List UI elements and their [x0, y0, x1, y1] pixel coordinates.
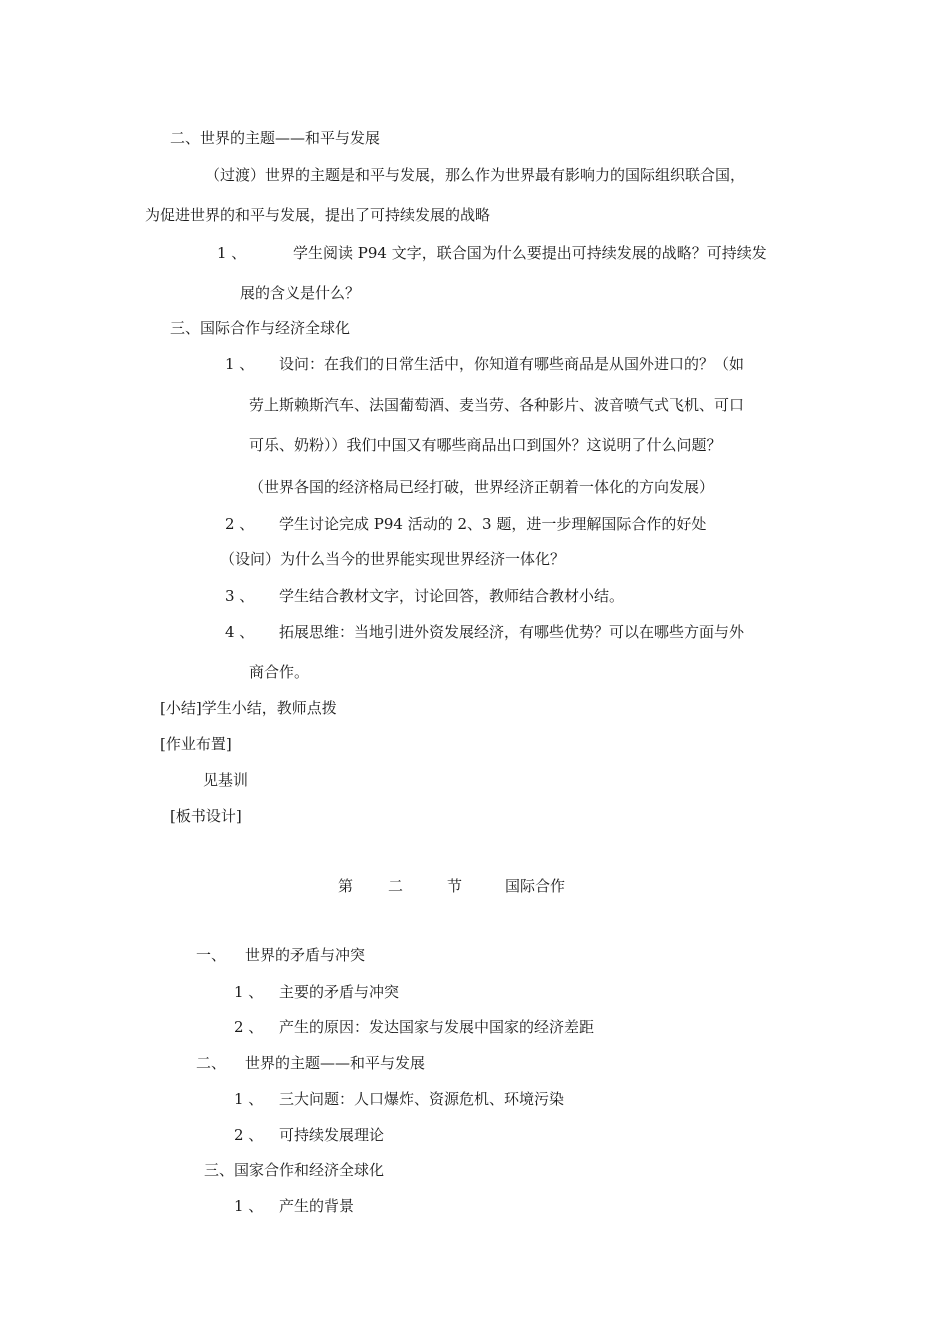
list-item-text: 拓展思维：当地引进外资发展经济，有哪些优势？可以在哪些方面与外: [279, 623, 745, 641]
list-number: 3 、: [225, 587, 255, 605]
list-number: 1 、: [234, 1090, 264, 1108]
list-item-text: 学生讨论完成 P94 活动的 2、3 题，进一步理解国际合作的好处: [279, 515, 707, 533]
list-number: 2 、: [234, 1126, 264, 1144]
list-item-text: 学生阅读 P94 文字，联合国为什么要提出可持续发展的战略？可持续发: [293, 244, 767, 262]
list-item-text: 商合作。: [249, 663, 310, 681]
homework-heading: [作业布置]: [160, 735, 232, 753]
homework-content: 见基训: [203, 771, 249, 789]
list-number: 2 、: [234, 1018, 264, 1036]
list-item-text: 三大问题：人口爆炸、资源危机、环境污染: [279, 1090, 565, 1108]
list-number: 1 、: [217, 244, 247, 262]
paragraph-line: （过渡）世界的主题是和平与发展，那么作为世界最有影响力的国际组织联合国，: [205, 166, 746, 184]
list-item-text: 展的含义是什么？: [240, 284, 361, 302]
section-heading: 二、世界的主题——和平与发展: [170, 129, 381, 147]
list-item-text: 学生结合教材文字，讨论回答，教师结合教材小结。: [279, 587, 625, 605]
list-number: 1 、: [234, 983, 264, 1001]
list-item-text: （世界各国的经济格局已经打破，世界经济正朝着一体化的方向发展）: [249, 478, 715, 496]
outline-heading: 世界的矛盾与冲突: [245, 946, 366, 964]
board-heading: [板书设计]: [170, 807, 242, 825]
list-number: 1 、: [234, 1197, 264, 1215]
board-title-part: 第: [338, 877, 354, 895]
section-heading: 三、国际合作与经济全球化: [170, 319, 351, 337]
summary-line: [小结]学生小结，教师点拨: [160, 699, 337, 717]
list-item-text: 设问：在我们的日常生活中，你知道有哪些商品是从国外进口的？（如: [279, 355, 745, 373]
outline-heading: 三、国家合作和经济全球化: [204, 1161, 385, 1179]
list-item-text: 产生的背景: [279, 1197, 355, 1215]
board-title-part: 节: [447, 877, 463, 895]
outline-heading: 世界的主题——和平与发展: [245, 1054, 426, 1072]
outline-number: 一、: [196, 946, 227, 964]
board-title-part: 国际合作: [505, 877, 566, 895]
list-item-text: 主要的矛盾与冲突: [279, 983, 400, 1001]
list-number: 1 、: [225, 355, 255, 373]
outline-number: 二、: [196, 1054, 227, 1072]
question-line: （设问）为什么当今的世界能实现世界经济一体化？: [220, 550, 566, 568]
list-item-text: 劳上斯赖斯汽车、法国葡萄酒、麦当劳、各种影片、波音喷气式飞机、可口: [249, 396, 745, 414]
list-item-text: 可乐、奶粉））我们中国又有哪些商品出口到国外？这说明了什么问题？: [249, 436, 722, 454]
list-number: 4 、: [225, 623, 255, 641]
list-item-text: 可持续发展理论: [279, 1126, 385, 1144]
board-title-part: 二: [388, 877, 404, 895]
list-number: 2 、: [225, 515, 255, 533]
list-item-text: 产生的原因：发达国家与发展中国家的经济差距: [279, 1018, 595, 1036]
paragraph-line: 为促进世界的和平与发展，提出了可持续发展的战略: [145, 206, 491, 224]
